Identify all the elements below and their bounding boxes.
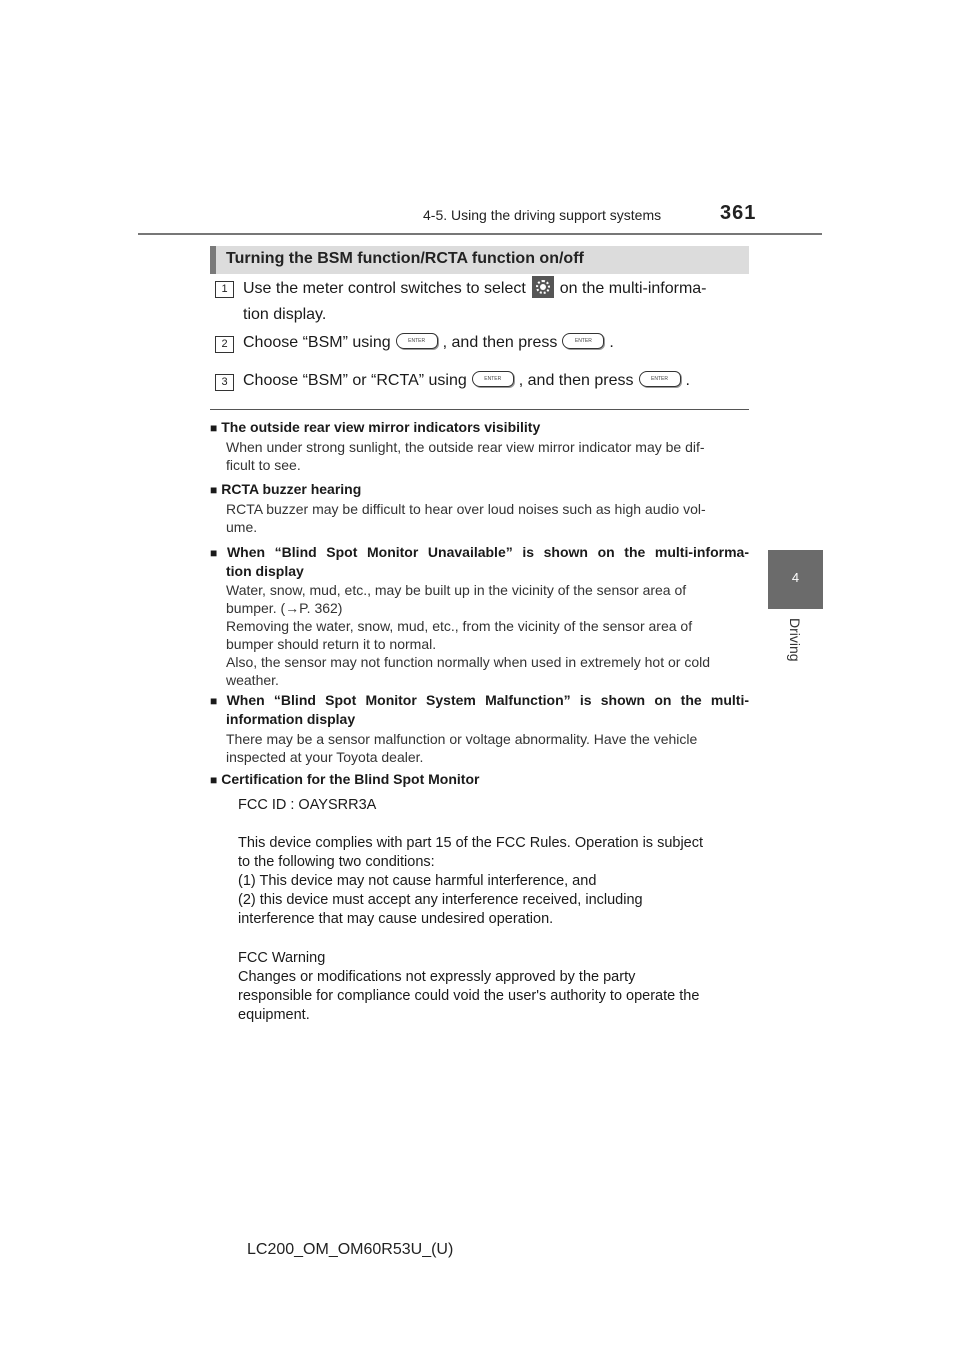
header-rule — [138, 233, 822, 235]
note-title-4: ■ When “Blind Spot Monitor System Malfunction” is shown on the multi- information display — [210, 692, 749, 727]
step-1-line2: tion display. — [243, 306, 327, 323]
fcc-id: FCC ID : OAYSRR3A — [238, 797, 377, 813]
step-3-pre: Choose “BSM” or “RCTA” using — [243, 372, 467, 389]
square-bullet-icon: ■ — [210, 546, 223, 560]
step-number-1: 1 — [215, 281, 234, 298]
step-1-post: on the multi-informa- — [559, 280, 707, 297]
fcc-compliance: This device complies with part 15 of the FCC Rules. Operation is subject to the following two conditions: (1) This device may not cause harmful interference, and (2) this device must accept any interference received, including interference that may cause undesired operation. — [238, 835, 704, 927]
fcc-warning-title: FCC Warning — [238, 950, 326, 966]
step-2-pre: Choose “BSM” using — [243, 334, 391, 351]
square-bullet-icon: ■ — [210, 694, 223, 708]
step-number-2: 2 — [215, 336, 234, 353]
fcc-warning: Changes or modifications not expressly approved by the party responsible for compliance could void the user's authority to operate the equipment. — [238, 969, 700, 1023]
chapter-label — [783, 618, 813, 678]
chapter-label-text: Driving — [787, 618, 803, 662]
step-2-post: . — [609, 334, 614, 351]
chapter-number: 4 — [791, 570, 800, 585]
enter-button-icon: ENTER — [639, 371, 681, 387]
square-bullet-icon: ■ — [210, 483, 218, 497]
step-2 — [243, 330, 614, 356]
step-3-mid: , and then press — [518, 372, 634, 389]
section-divider — [210, 409, 749, 410]
document-code: LC200_OM_OM60R53U_(U) — [247, 1241, 454, 1258]
note-body-3: Water, snow, mud, etc., may be built up in the vicinity of the sensor area of bumper. (→P. 362) Removing the water, snow, mud, etc., from the vicinity of the sensor area of bumper should return it to normal. Also, the sensor may not function normally when used in extremely hot or cold weather. — [226, 582, 711, 688]
step-1-pre: Use the meter control switches to select — [243, 280, 526, 297]
page-number: 361 — [720, 202, 757, 224]
square-bullet-icon: ■ — [210, 421, 218, 435]
step-3 — [243, 368, 690, 394]
enter-button-icon: ENTER — [472, 371, 514, 387]
note-title-3: ■ When “Blind Spot Monitor Unavailable” is shown on the multi-informa- tion display — [210, 544, 749, 579]
section-title: Turning the BSM function/RCTA function on/off — [226, 250, 584, 267]
note-body-2: RCTA buzzer may be difficult to hear over loud noises such as high audio vol- ume. — [226, 501, 706, 535]
note-title-1: ■ The outside rear view mirror indicators visibility — [210, 419, 541, 435]
settings-gear-icon — [532, 276, 554, 298]
step-number-3: 3 — [215, 374, 234, 391]
note-body-1: When under strong sunlight, the outside rear view mirror indicator may be dif- ficult to see. — [226, 439, 705, 473]
enter-button-icon: ENTER — [396, 333, 438, 349]
note-body-4: There may be a sensor malfunction or voltage abnormality. Have the vehicle inspected at your Toyota dealer. — [226, 731, 698, 765]
note-title-5: ■ Certification for the Blind Spot Monitor — [210, 771, 480, 787]
step-2-mid: , and then press — [442, 334, 558, 351]
step-1 — [243, 276, 749, 328]
step-3-post: . — [685, 372, 690, 389]
header-section-title: 4-5. Using the driving support systems — [423, 207, 662, 223]
enter-button-icon: ENTER — [562, 333, 604, 349]
note-title-2: ■ RCTA buzzer hearing — [210, 481, 362, 497]
square-bullet-icon: ■ — [210, 773, 218, 787]
